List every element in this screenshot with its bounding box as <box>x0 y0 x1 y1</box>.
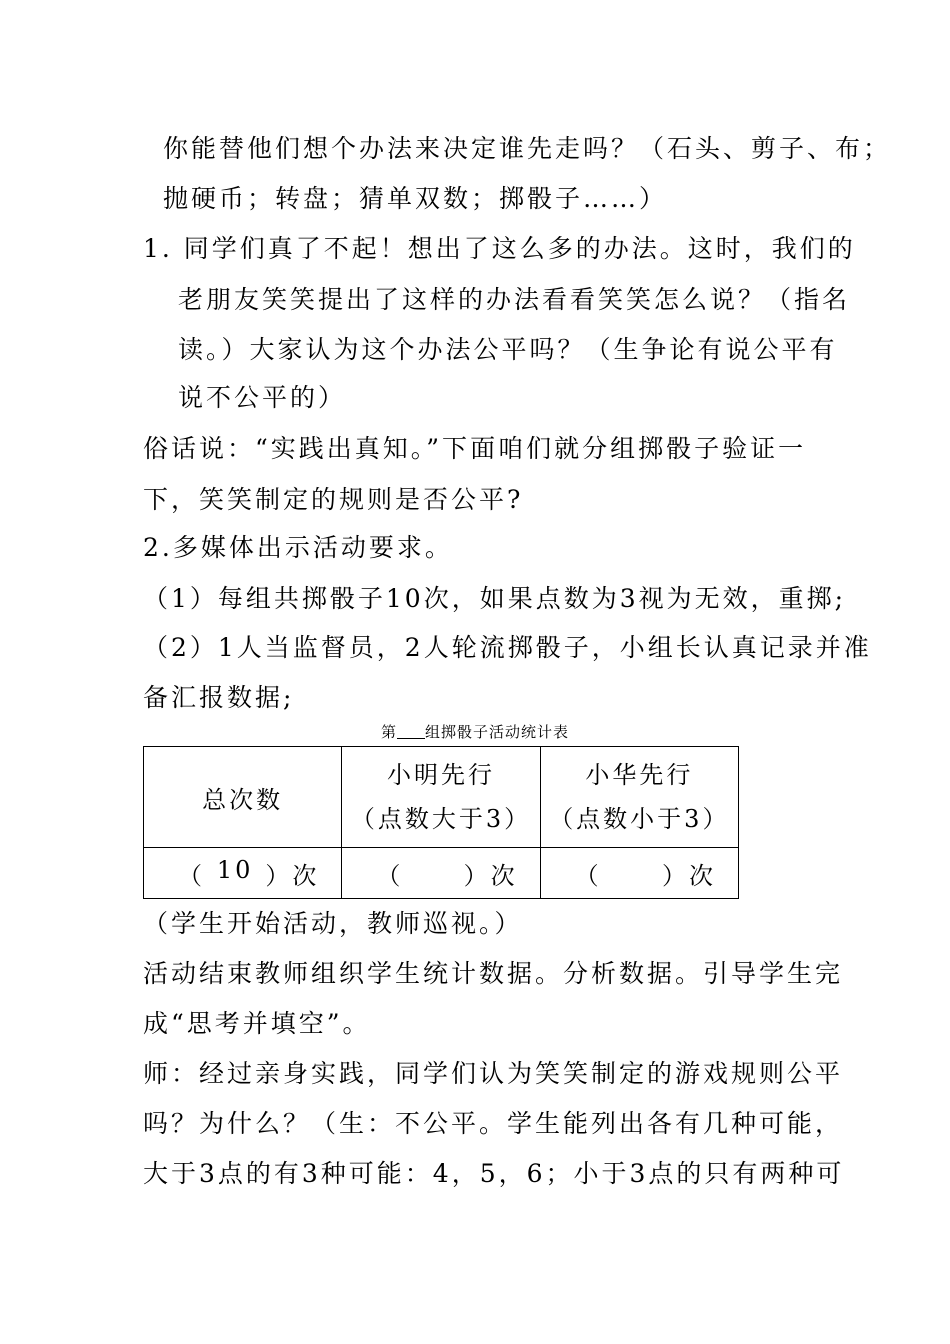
after-table-line-3: 成“思考并填空”。 <box>143 1009 371 1038</box>
item1-line-1: 1. 同学们真了不起！想出了这么多的办法。这时，我们的 <box>143 234 856 263</box>
requirement-2-line-2: 备汇报数据; <box>143 683 295 712</box>
header-ming-line-2: （点数大于3） <box>350 805 532 833</box>
requirement-1: （1）每组共掷骰子10次，如果点数为3视为无效，重掷; <box>143 584 847 613</box>
caption-prefix: 第 <box>380 723 397 741</box>
header-hua-line-1: 小华先行 <box>585 761 694 789</box>
after-table-line-2: 活动结束教师组织学生统计数据。分析数据。引导学生完 <box>143 959 844 988</box>
saying-line-1: 俗话说：“实践出真知。”下面咱们就分组掷骰子验证一 <box>143 434 807 463</box>
after-table-line-4: 师：经过亲身实践，同学们认为笑笑制定的游戏规则公平 <box>143 1059 844 1088</box>
cell-total-close: ）次 <box>265 861 320 890</box>
requirement-2-line-1: （2）1人当监督员，2人轮流掷骰子，小组长认真记录并准 <box>143 633 872 662</box>
caption-suffix: 组掷骰子活动统计表 <box>425 723 570 741</box>
cell-total-value: 10 <box>216 855 254 884</box>
cell-hua-close: ）次 <box>662 861 716 890</box>
cell-ming-close: ）次 <box>463 861 518 890</box>
header-ming <box>342 747 540 848</box>
cell-hua-open: （ <box>574 861 602 890</box>
saying-line-2: 下，笑笑制定的规则是否公平? <box>143 485 524 514</box>
header-hua-line-2: （点数小于3） <box>549 805 730 833</box>
dice-stats-table <box>143 746 739 899</box>
after-table-line-6: 大于3点的有3种可能：4，5，6；小于3点的只有两种可 <box>143 1159 845 1188</box>
table-caption <box>0 722 950 742</box>
header-total-label: 总次数 <box>202 785 284 814</box>
after-table-line-1: （学生开始活动，教师巡视。） <box>143 909 523 938</box>
item1-line-3: 读。）大家认为这个办法公平吗？（生争论有说公平有 <box>178 335 838 364</box>
cell-ming-open: （ <box>376 861 404 890</box>
cell-ming <box>342 848 540 899</box>
cell-total-open: （ <box>178 861 205 890</box>
caption-blank <box>397 724 425 739</box>
item1-line-4: 说不公平的） <box>178 383 347 412</box>
cell-hua <box>540 848 738 899</box>
item1-line-2: 老朋友笑笑提出了这样的办法看看笑笑怎么说？（指名 <box>178 285 851 314</box>
intro-line-2: 抛硬币；转盘；猜单双数；掷骰子……） <box>163 184 668 213</box>
header-total <box>144 747 342 848</box>
table-row <box>144 848 739 899</box>
header-hua <box>540 747 738 848</box>
header-ming-line-1: 小明先行 <box>386 761 495 789</box>
intro-line-1: 你能替他们想个办法来决定谁先走吗？（石头、剪子、布； <box>163 134 892 163</box>
item2-heading: 2.多媒体出示活动要求。 <box>143 533 453 562</box>
table-header-row <box>144 747 739 848</box>
after-table-line-5: 吗？为什么？（生：不公平。学生能列出各有几种可能， <box>143 1109 844 1138</box>
cell-total <box>144 848 342 899</box>
